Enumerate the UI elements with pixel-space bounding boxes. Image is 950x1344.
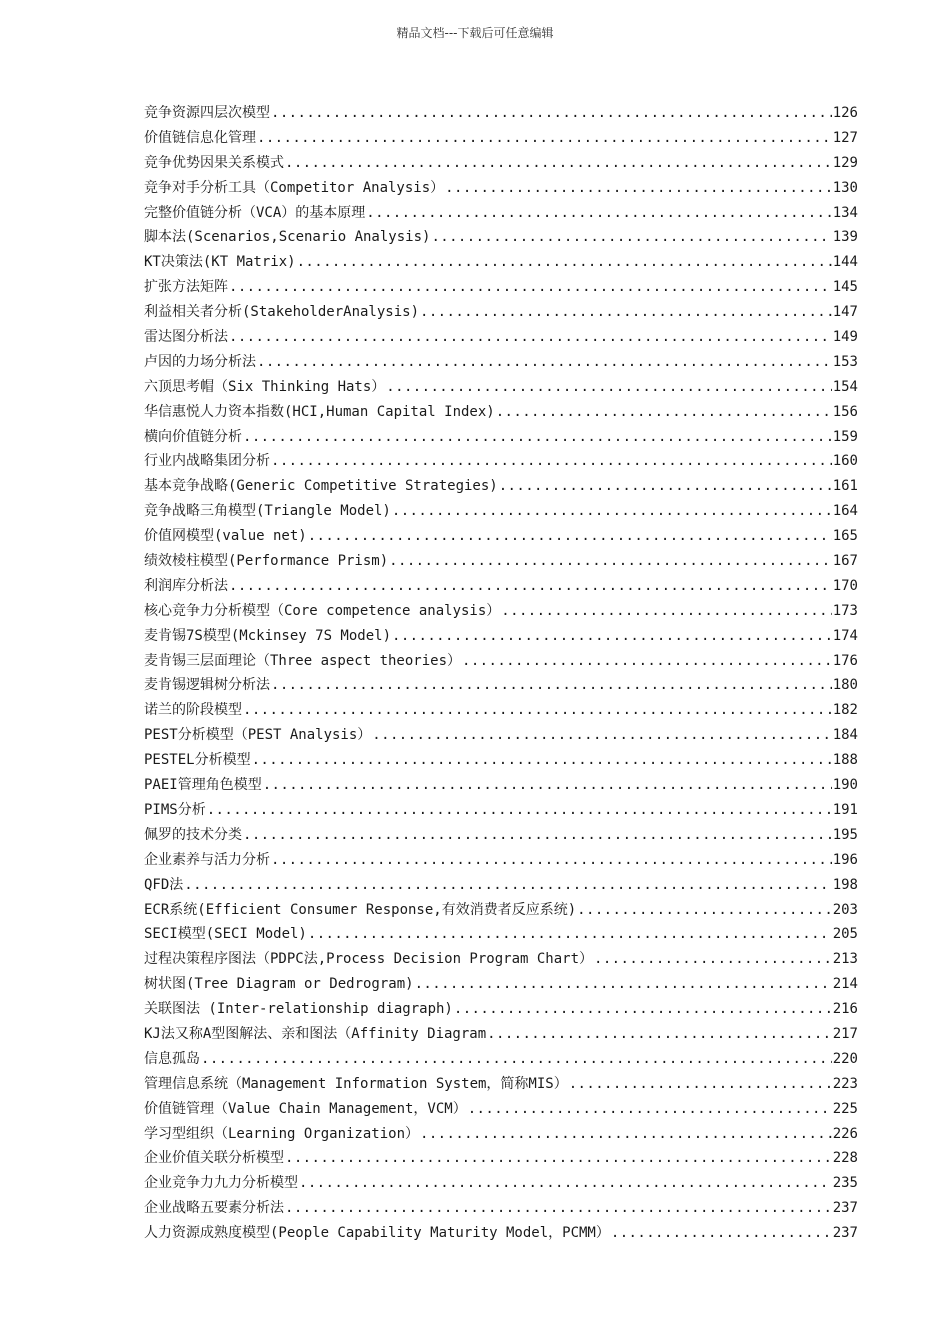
toc-entry-title[interactable]: 信息孤岛 xyxy=(144,1050,200,1067)
toc-entry[interactable] xyxy=(144,400,858,425)
toc-entry-page-number: 129 xyxy=(832,154,858,171)
toc-entry[interactable] xyxy=(144,1221,858,1246)
toc-entry-title[interactable]: 雷达图分析法 xyxy=(144,329,228,346)
toc-entry-page-number: 223 xyxy=(832,1075,858,1092)
toc-entry-title[interactable]: 管理信息系统（Management Information System，简称MIS） xyxy=(144,1075,568,1092)
toc-entry[interactable] xyxy=(144,201,858,226)
toc-dot-leader xyxy=(285,1146,832,1171)
toc-entry-title[interactable]: 六顶思考帽（Six Thinking Hats） xyxy=(144,378,386,395)
toc-dot-leader xyxy=(499,474,832,499)
toc-entry[interactable] xyxy=(144,499,858,524)
toc-entry-title[interactable]: 卢因的力场分析法 xyxy=(144,353,256,370)
toc-entry[interactable] xyxy=(144,524,858,549)
toc-entry-page-number: 214 xyxy=(832,976,858,993)
toc-entry-page-number: 203 xyxy=(832,901,858,918)
toc-entry-page-number: 144 xyxy=(832,254,858,271)
toc-entry[interactable] xyxy=(144,1146,858,1171)
toc-entry[interactable] xyxy=(144,798,858,823)
toc-entry-title[interactable]: PESTEL分析模型 xyxy=(144,752,251,769)
toc-entry[interactable] xyxy=(144,225,858,250)
toc-entry-page-number: 139 xyxy=(832,229,858,246)
toc-entry-page-number: 176 xyxy=(832,652,858,669)
toc-dot-leader xyxy=(229,574,832,599)
toc-entry-title[interactable]: 麦肯锡逻辑树分析法 xyxy=(144,677,270,694)
toc-entry-title[interactable]: ECR系统(Efficient Consumer Response,有效消费者反应系统) xyxy=(144,901,577,918)
toc-entry[interactable] xyxy=(144,1072,858,1097)
toc-dot-leader xyxy=(594,947,832,972)
toc-entry-page-number: 235 xyxy=(832,1175,858,1192)
toc-entry[interactable] xyxy=(144,1122,858,1147)
toc-dot-leader xyxy=(431,225,831,250)
toc-dot-leader xyxy=(201,1047,832,1072)
toc-entry-page-number: 156 xyxy=(832,403,858,420)
toc-entry[interactable] xyxy=(144,250,858,275)
toc-entry-page-number: 196 xyxy=(832,851,858,868)
toc-entry-title[interactable]: 行业内战略集团分析 xyxy=(144,453,270,470)
toc-entry-title[interactable]: 企业价值关联分析模型 xyxy=(144,1150,284,1167)
toc-entry-title[interactable]: 核心竞争力分析模型（Core competence analysis） xyxy=(144,602,501,619)
toc-entry-title[interactable]: 竞争对手分析工具（Competitor Analysis） xyxy=(144,179,445,196)
toc-entry-page-number: 195 xyxy=(832,826,858,843)
toc-dot-leader xyxy=(229,275,832,300)
toc-entry-title[interactable]: PEST分析模型（PEST Analysis） xyxy=(144,727,372,744)
toc-dot-leader xyxy=(611,1221,832,1246)
toc-entry[interactable] xyxy=(144,624,858,649)
toc-entry-page-number: 216 xyxy=(832,1001,858,1018)
toc-entry-page-number: 182 xyxy=(832,702,858,719)
toc-entry-title[interactable]: 基本竞争战略(Generic Competitive Strategies) xyxy=(144,478,498,495)
toc-dot-leader xyxy=(297,250,832,275)
toc-dot-leader xyxy=(366,201,831,226)
toc-entry[interactable] xyxy=(144,649,858,674)
toc-entry[interactable] xyxy=(144,698,858,723)
toc-entry-page-number: 170 xyxy=(832,577,858,594)
toc-entry-title[interactable]: 脚本法(Scenarios,Scenario Analysis) xyxy=(144,229,431,246)
toc-dot-leader xyxy=(468,1097,832,1122)
toc-entry-title[interactable]: QFD法 xyxy=(144,876,184,893)
toc-entry-page-number: 149 xyxy=(832,329,858,346)
toc-entry[interactable] xyxy=(144,723,858,748)
toc-entry-title[interactable]: 华信惠悦人力资本指数(HCI,Human Capital Index) xyxy=(144,403,495,420)
toc-entry-page-number: 174 xyxy=(832,627,858,644)
toc-entry-title[interactable]: 企业素养与活力分析 xyxy=(144,851,270,868)
toc-dot-leader xyxy=(415,972,832,997)
toc-entry-title[interactable]: 利润库分析法 xyxy=(144,577,228,594)
toc-dot-leader xyxy=(257,126,832,151)
toc-dot-leader xyxy=(454,997,832,1022)
toc-dot-leader xyxy=(392,624,832,649)
toc-entry[interactable] xyxy=(144,898,858,923)
toc-entry-page-number: 127 xyxy=(832,129,858,146)
toc-entry-page-number: 153 xyxy=(832,353,858,370)
toc-entry-title[interactable]: PAEI管理角色模型 xyxy=(144,777,262,794)
toc-entry-title[interactable]: 学习型组织（Learning Organization） xyxy=(144,1125,420,1142)
toc-dot-leader xyxy=(271,673,832,698)
toc-dot-leader xyxy=(299,1171,832,1196)
toc-dot-leader xyxy=(263,773,832,798)
toc-entry-page-number: 205 xyxy=(832,926,858,943)
toc-entry-title[interactable]: 树状图(Tree Diagram or Dedrogram) xyxy=(144,976,414,993)
toc-entry-page-number: 184 xyxy=(832,727,858,744)
toc-entry-page-number: 190 xyxy=(832,777,858,794)
toc-entry-page-number: 226 xyxy=(832,1125,858,1142)
toc-entry-page-number: 220 xyxy=(832,1050,858,1067)
toc-entry[interactable] xyxy=(144,101,858,126)
toc-entry-page-number: 237 xyxy=(832,1200,858,1217)
toc-entry-title[interactable]: 完整价值链分析（VCA）的基本原理 xyxy=(144,204,366,221)
toc-dot-leader xyxy=(308,922,832,947)
toc-entry[interactable] xyxy=(144,947,858,972)
toc-entry[interactable] xyxy=(144,449,858,474)
toc-entry-title[interactable]: 关联图法 (Inter-relationship diagraph) xyxy=(144,1001,453,1018)
toc-entry-page-number: 130 xyxy=(832,179,858,196)
toc-dot-leader xyxy=(285,151,832,176)
toc-dot-leader xyxy=(184,873,831,898)
toc-dot-leader xyxy=(271,101,832,126)
toc-entry[interactable] xyxy=(144,873,858,898)
toc-entry-page-number: 167 xyxy=(832,553,858,570)
toc-entry[interactable] xyxy=(144,574,858,599)
toc-entry-page-number: 213 xyxy=(832,951,858,968)
toc-entry[interactable] xyxy=(144,325,858,350)
toc-entry[interactable] xyxy=(144,549,858,574)
toc-dot-leader xyxy=(243,698,832,723)
toc-entry-page-number: 188 xyxy=(832,752,858,769)
toc-dot-leader xyxy=(389,549,832,574)
toc-dot-leader xyxy=(308,524,832,549)
toc-dot-leader xyxy=(386,375,831,400)
toc-entry-page-number: 126 xyxy=(832,105,858,121)
toc-entry[interactable] xyxy=(144,599,858,624)
toc-entry[interactable] xyxy=(144,425,858,450)
toc-entry[interactable] xyxy=(144,1022,858,1047)
toc-entry-page-number: 147 xyxy=(832,304,858,321)
toc-dot-leader xyxy=(392,499,832,524)
toc-dot-leader xyxy=(372,723,831,748)
toc-entry[interactable] xyxy=(144,773,858,798)
toc-entry[interactable] xyxy=(144,922,858,947)
toc-entry-page-number: 198 xyxy=(832,876,858,893)
toc-entry[interactable] xyxy=(144,997,858,1022)
toc-entry-page-number: 134 xyxy=(832,204,858,221)
toc-entry-title[interactable]: 竞争优势因果关系模式 xyxy=(144,154,284,171)
toc-entry-title[interactable]: 人力资源成熟度模型(People Capability Maturity Model，PCMM） xyxy=(144,1225,610,1242)
toc-entry-title[interactable]: 诺兰的阶段模型 xyxy=(144,702,242,719)
toc-entry-title[interactable]: SECI模型(SECI Model) xyxy=(144,926,307,943)
toc-dot-leader xyxy=(496,400,832,425)
toc-entry-title[interactable]: PIMS分析 xyxy=(144,801,206,818)
toc-entry[interactable] xyxy=(144,1097,858,1122)
toc-entry-title[interactable]: 横向价值链分析 xyxy=(144,428,242,445)
toc-entry-title[interactable]: 绩效棱柱模型(Performance Prism) xyxy=(144,553,389,570)
toc-dot-leader xyxy=(207,798,832,823)
toc-entry-page-number: 165 xyxy=(832,528,858,545)
toc-entry[interactable] xyxy=(144,275,858,300)
toc-entry[interactable] xyxy=(144,151,858,176)
toc-entry-page-number: 180 xyxy=(832,677,858,694)
toc-entry-page-number: 164 xyxy=(832,503,858,520)
toc-entry[interactable] xyxy=(144,300,858,325)
toc-entry-title[interactable]: 扩张方法矩阵 xyxy=(144,279,228,296)
toc-dot-leader xyxy=(569,1072,832,1097)
toc-entry[interactable] xyxy=(144,823,858,848)
toc-entry[interactable] xyxy=(144,1047,858,1072)
toc-entry[interactable] xyxy=(144,350,858,375)
toc-dot-leader xyxy=(420,300,832,325)
toc-entry[interactable] xyxy=(144,176,858,201)
toc-entry[interactable] xyxy=(144,748,858,773)
toc-entry[interactable] xyxy=(144,375,858,400)
toc-entry-page-number: 161 xyxy=(832,478,858,495)
toc-entry-page-number: 145 xyxy=(832,279,858,296)
toc-dot-leader xyxy=(252,748,832,773)
toc-entry-title[interactable]: 价值网模型(value net) xyxy=(144,528,307,545)
toc-entry-title[interactable]: KJ法又称A型图解法、亲和图法（Affinity Diagram xyxy=(144,1025,487,1042)
toc-dot-leader xyxy=(271,449,832,474)
toc-dot-leader xyxy=(487,1022,832,1047)
toc-entry-title[interactable]: 麦肯锡7S模型(Mckinsey 7S Model) xyxy=(144,627,392,644)
toc-entry-title[interactable]: 企业战略五要素分析法 xyxy=(144,1200,284,1217)
toc-dot-leader xyxy=(462,649,832,674)
toc-entry-page-number: 159 xyxy=(832,428,858,445)
toc-dot-leader xyxy=(271,848,832,873)
toc-entry[interactable] xyxy=(144,848,858,873)
toc-entry-title[interactable]: 过程决策程序图法（PDPC法,Process Decision Program Chart） xyxy=(144,951,594,968)
toc-entry-title[interactable]: 竞争战略三角模型(Triangle Model) xyxy=(144,503,391,520)
toc-entry-title[interactable]: 竞争资源四层次模型 xyxy=(144,105,270,121)
toc-dot-leader xyxy=(445,176,832,201)
toc-entry-page-number: 237 xyxy=(832,1225,858,1242)
toc-entry-title[interactable]: 企业竞争力九力分析模型 xyxy=(144,1175,298,1192)
toc-entry-page-number: 160 xyxy=(832,453,858,470)
toc-entry[interactable] xyxy=(144,126,858,151)
toc-dot-leader xyxy=(285,1196,832,1221)
toc-entry-title[interactable]: 价值链管理（Value Chain Management，VCM） xyxy=(144,1100,467,1117)
toc-dot-leader xyxy=(243,425,832,450)
toc-dot-leader xyxy=(229,325,832,350)
toc-dot-leader xyxy=(243,823,832,848)
toc-entry[interactable] xyxy=(144,474,858,499)
toc-dot-leader xyxy=(257,350,832,375)
toc-entry[interactable] xyxy=(144,972,858,997)
toc-entry-title[interactable]: 利益相关者分析(StakeholderAnalysis) xyxy=(144,304,420,321)
toc-dot-leader xyxy=(577,898,832,923)
toc-entry-title[interactable]: KT决策法(KT Matrix) xyxy=(144,254,296,271)
toc-entry[interactable] xyxy=(144,1196,858,1221)
toc-entry-page-number: 225 xyxy=(832,1100,858,1117)
toc-entry-title[interactable]: 佩罗的技术分类 xyxy=(144,826,242,843)
toc-dot-leader xyxy=(501,599,831,624)
toc-entry[interactable] xyxy=(144,1171,858,1196)
toc-dot-leader xyxy=(420,1122,832,1147)
toc-entry-title[interactable]: 价值链信息化管理 xyxy=(144,129,256,146)
page-header: 精品文档---下载后可任意编辑 xyxy=(396,26,554,40)
toc-entry-page-number: 228 xyxy=(832,1150,858,1167)
toc-entry-page-number: 173 xyxy=(832,602,858,619)
toc-entry[interactable] xyxy=(144,673,858,698)
toc-entry-page-number: 217 xyxy=(832,1025,858,1042)
toc-entry-title[interactable]: 麦肯锡三层面理论（Three aspect theories） xyxy=(144,652,462,669)
toc-entry-page-number: 154 xyxy=(832,378,858,395)
table-of-contents xyxy=(144,101,858,1246)
toc-entry-page-number: 191 xyxy=(832,801,858,818)
